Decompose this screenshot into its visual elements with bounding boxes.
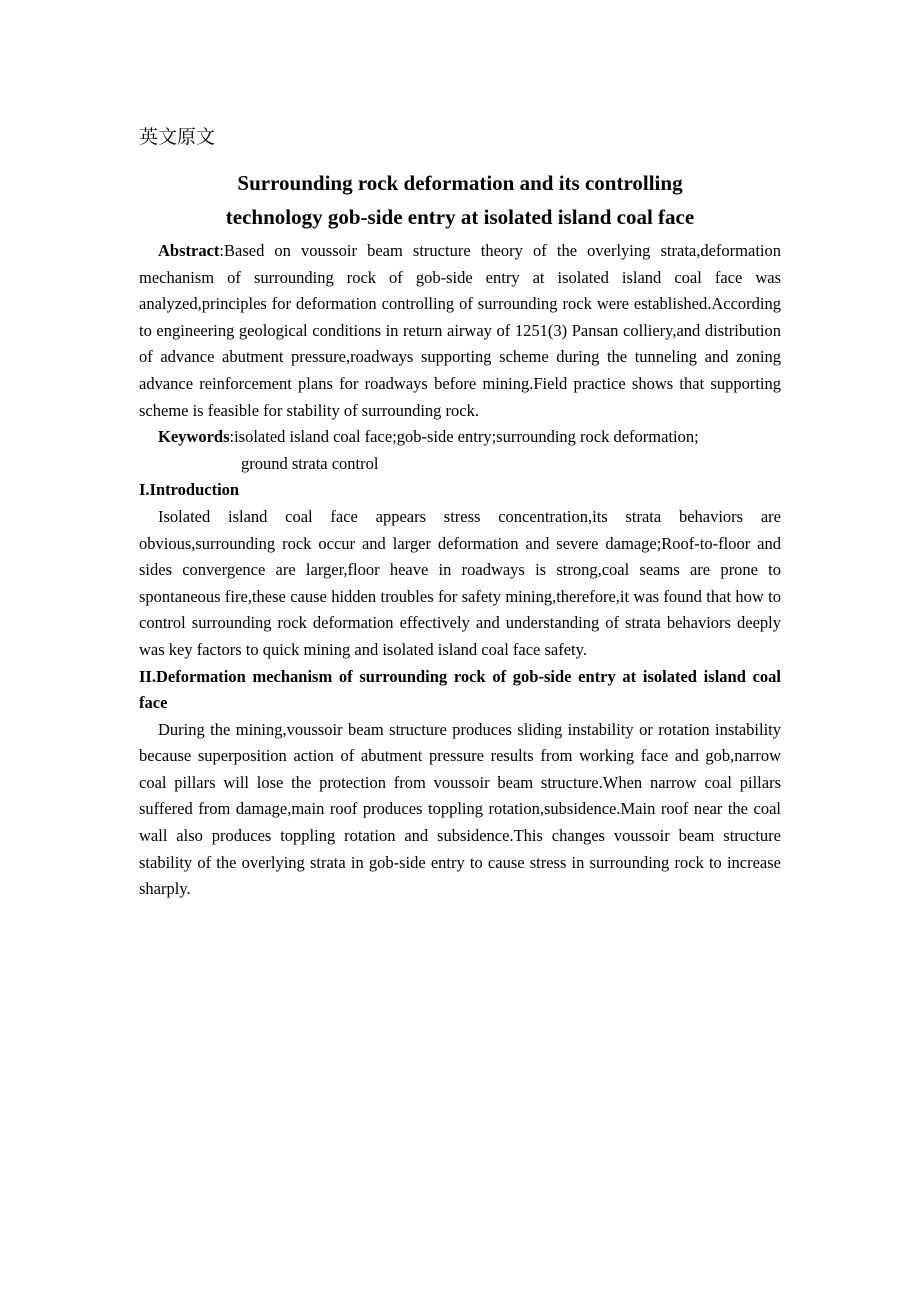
paper-title [139, 166, 781, 234]
abstract-paragraph [139, 238, 781, 424]
abstract-label: Abstract [158, 241, 220, 260]
keywords-label: Keywords [158, 427, 230, 447]
deformation-mechanism-paragraph: During the mining,voussoir beam structure produces sliding instability or rotation instability because superposition action of abutment pressure results from working face and gob,narrow coal pillars will lose the protection from voussoir beam structure.When narrow coal pillars suffered from damage,main roof produces toppling rotation,subsidence.Main roof near the coal wall also produces toppling rotation and subsidence.This changes voussoir beam structure stability of the overlying strata in gob-side entry to cause stress in surrounding rock to increase sharply. [139, 719, 781, 899]
abstract-text: :Based on voussoir beam structure theory of the overlying strata,deformation mechanism of surrounding rock of gob-side entry at isolated island coal face was analyzed,principles for deformation controlling of surrounding rock were established.According to engineering geological conditions in return airway of 1251(3) Pansan colliery,and distribution of advance abutment pressure,roadways supporting scheme during the tunneling and zoning advance reinforcement plans for roadways before mining.Field practice shows that supporting scheme is feasible for stability of surrounding rock. [139, 241, 781, 420]
paper-title-line-1: Surrounding rock deformation and its controlling [237, 171, 683, 195]
keywords-line-1: :isolated island coal face;gob-side entry;surrounding rock deformation; [229, 427, 699, 447]
original-text-label: 英文原文 [139, 126, 216, 148]
keywords-block [139, 424, 781, 477]
introduction-paragraph: Isolated island coal face appears stress concentration,its strata behaviors are obvious,surrounding rock occur and larger deformation and severe damage;Roof-to-floor and sides convergence are larger,floor heave in roadways is strong,coal seams are prone to spontaneous fire,these cause hidden troubles for safety mining,therefore,it was found that how to control surrounding rock deformation effectively and understanding of strata behaviors deeply was key factors to quick mining and isolated island coal face safety. [139, 506, 781, 659]
keywords-line-2: ground strata control [241, 453, 379, 473]
paper-title-line-2: technology gob-side entry at isolated island coal face [225, 205, 695, 229]
document-page [139, 122, 781, 903]
section-heading-deformation-mechanism: II.Deformation mechanism of surrounding rock of gob-side entry at isolated island coal face [139, 666, 781, 713]
section-heading-introduction: I.Introduction [139, 480, 240, 500]
